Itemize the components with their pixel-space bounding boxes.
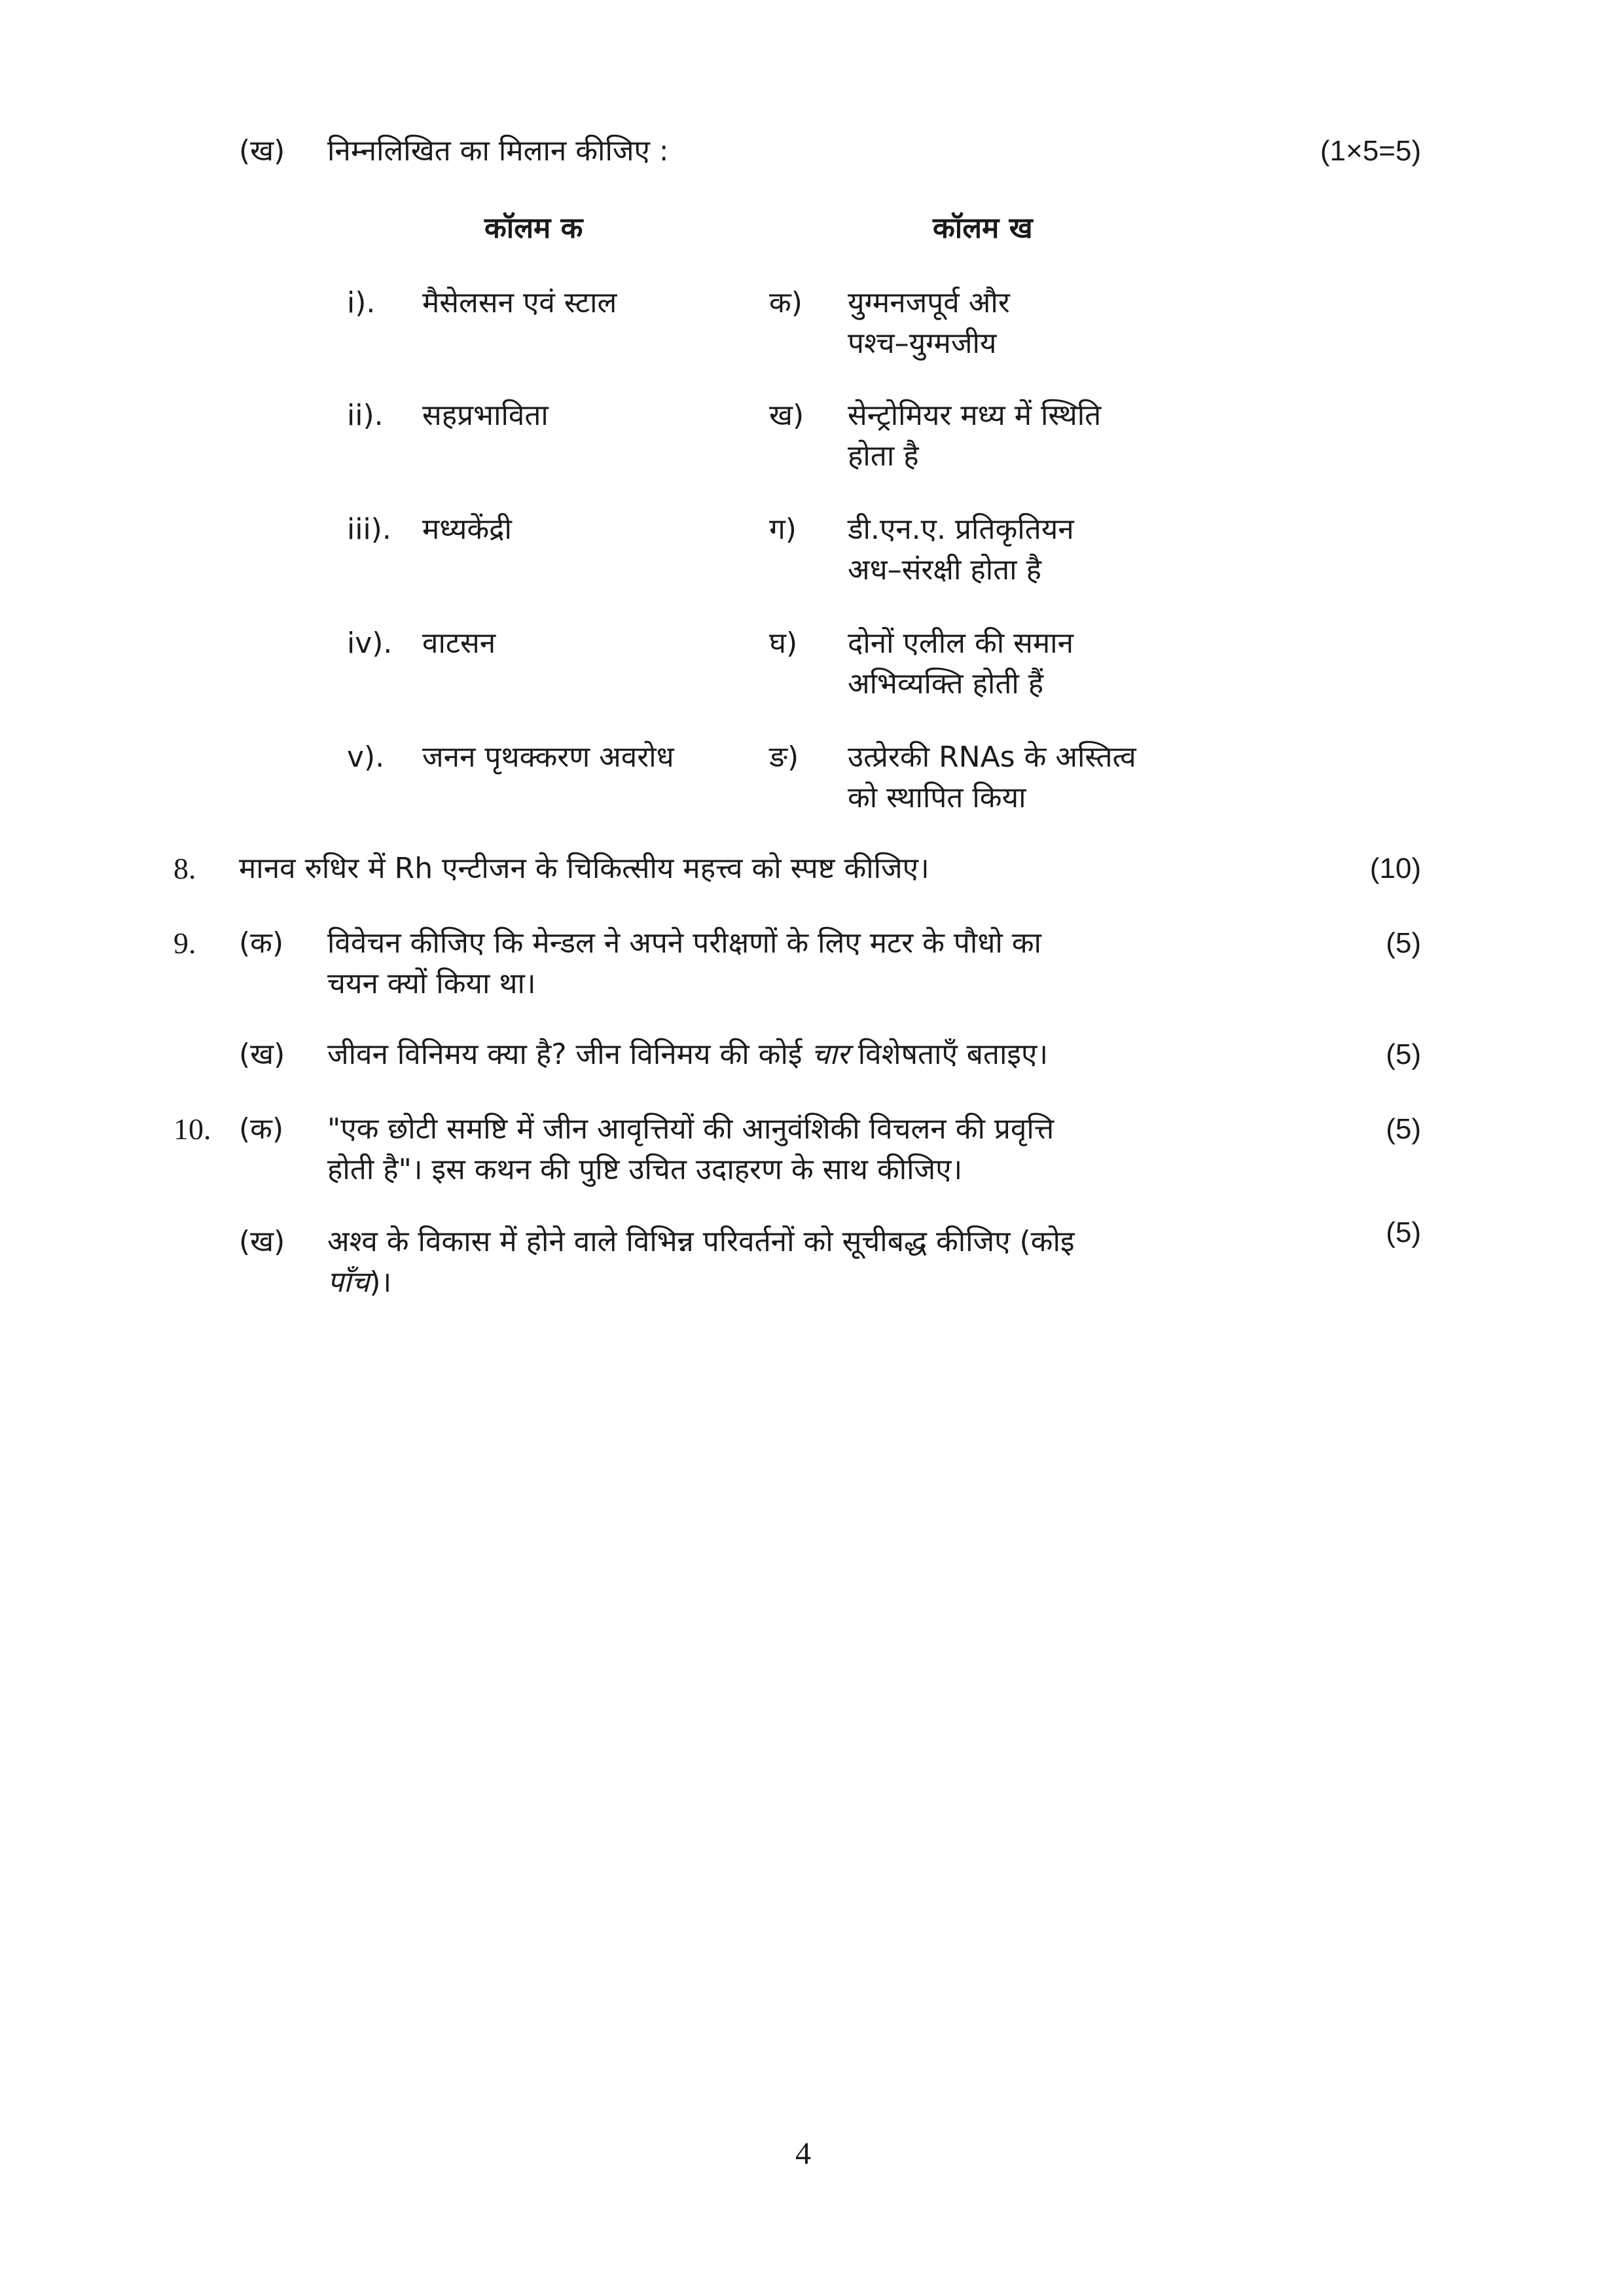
match-right-item-line2: अध–संरक्षी होता है — [848, 553, 1041, 587]
match-row-num: iv). — [347, 627, 393, 660]
match-key: क) — [769, 286, 803, 319]
q10b-label: (ख) — [239, 1225, 285, 1258]
q10b-text-italic: पाँच — [327, 1266, 370, 1299]
q7b-marks: (1×5=5) — [1320, 135, 1421, 167]
match-right-item-line1: युग्मनजपूर्व और — [848, 286, 1010, 319]
page-number: 4 — [795, 2136, 811, 2171]
match-left-item: सहप्रभाविता — [422, 399, 549, 432]
q10a-text-line1: "एक छोटी समष्टि में जीन आवृत्तियों की आनुवंशिकी विचलन की प्रवृत्ति — [327, 1112, 1055, 1146]
match-right-item-line2: को स्थापित किया — [848, 781, 1026, 814]
match-row-num: v). — [347, 740, 385, 774]
q9b-text — [327, 1034, 1048, 1075]
q9a-text-line1: विवेचन कीजिए कि मेन्डल ने अपने परीक्षणों के लिए मटर के पौधो का — [327, 926, 1041, 960]
q7b-label: (ख) — [239, 134, 285, 168]
match-right-item-line1: उत्प्रेरकी RNAs के अस्तित्व — [848, 740, 1136, 774]
match-row-num: ii). — [347, 399, 384, 432]
q9a-text-line2: चयन क्यों किया था। — [327, 967, 536, 1000]
match-left-item: जनन पृथक्करण अवरोध — [422, 740, 674, 774]
q9b-marks: (5) — [1386, 1038, 1421, 1070]
match-right-item-line2: पश्च–युग्मजीय — [848, 327, 997, 360]
q9b-text-before: जीवन विनिमय क्या है? जीन विनिमय की कोई — [327, 1038, 812, 1071]
match-key: ख) — [769, 399, 804, 432]
q9b-text-after: विशेषताएँ बताइए। — [848, 1038, 1049, 1071]
match-row-num: i). — [347, 286, 376, 319]
match-key: घ) — [769, 627, 798, 660]
match-right-item-line1: दोनों एलील की समान — [848, 627, 1074, 660]
q9b-text-italic: चार — [811, 1038, 849, 1071]
q10b-text-after: )। — [369, 1266, 392, 1299]
q8-number: 8. — [173, 852, 196, 885]
match-key: ङ) — [769, 740, 799, 774]
match-row-num: iii). — [347, 513, 391, 546]
q10b-marks: (5) — [1386, 1216, 1421, 1248]
q10b-text-line2 — [327, 1262, 391, 1303]
match-key: ग) — [769, 513, 797, 546]
q10b-text-line1: अश्व के विकास में होने वाले विभिन्न परिवर्तनों को सूचीबद्ध कीजिए (कोइ — [327, 1225, 1075, 1258]
q9-number: 9. — [173, 926, 196, 960]
q9a-marks: (5) — [1386, 927, 1421, 959]
q10-number: 10. — [173, 1112, 211, 1146]
q9a-label: (क) — [239, 926, 284, 960]
q8-marks: (10) — [1369, 852, 1421, 884]
q9b-label: (ख) — [239, 1038, 285, 1071]
column-a-header: कॉलम क — [484, 211, 583, 245]
q10a-marks: (5) — [1386, 1113, 1421, 1145]
match-right-item-line2: अभिव्यक्ति होती हैं — [848, 667, 1044, 701]
match-right-item-line2: होता है — [848, 439, 919, 473]
match-left-item: वाटसन — [422, 627, 496, 660]
q8-text: मानव रुधिर में Rh एन्टीजन के चिकित्सीय महत्त्व को स्पष्ट कीजिए। — [239, 852, 929, 885]
match-left-item: मध्यकेंद्री — [422, 513, 512, 546]
column-b-header: कॉलम ख — [933, 211, 1033, 245]
q10a-label: (क) — [239, 1112, 284, 1146]
match-right-item-line1: सेन्ट्रोमियर मध्य में स्थिति — [848, 399, 1102, 432]
q7b-text: निम्नलिखित का मिलान कीजिए : — [327, 134, 669, 168]
q10a-text-line2: होती है"। इस कथन की पुष्टि उचित उदाहरण के साथ कीजिए। — [327, 1153, 963, 1186]
match-left-item: मैसेलसन एवं स्टाल — [422, 286, 617, 319]
match-right-item-line1: डी.एन.ए. प्रतिकृतियन — [848, 513, 1074, 546]
